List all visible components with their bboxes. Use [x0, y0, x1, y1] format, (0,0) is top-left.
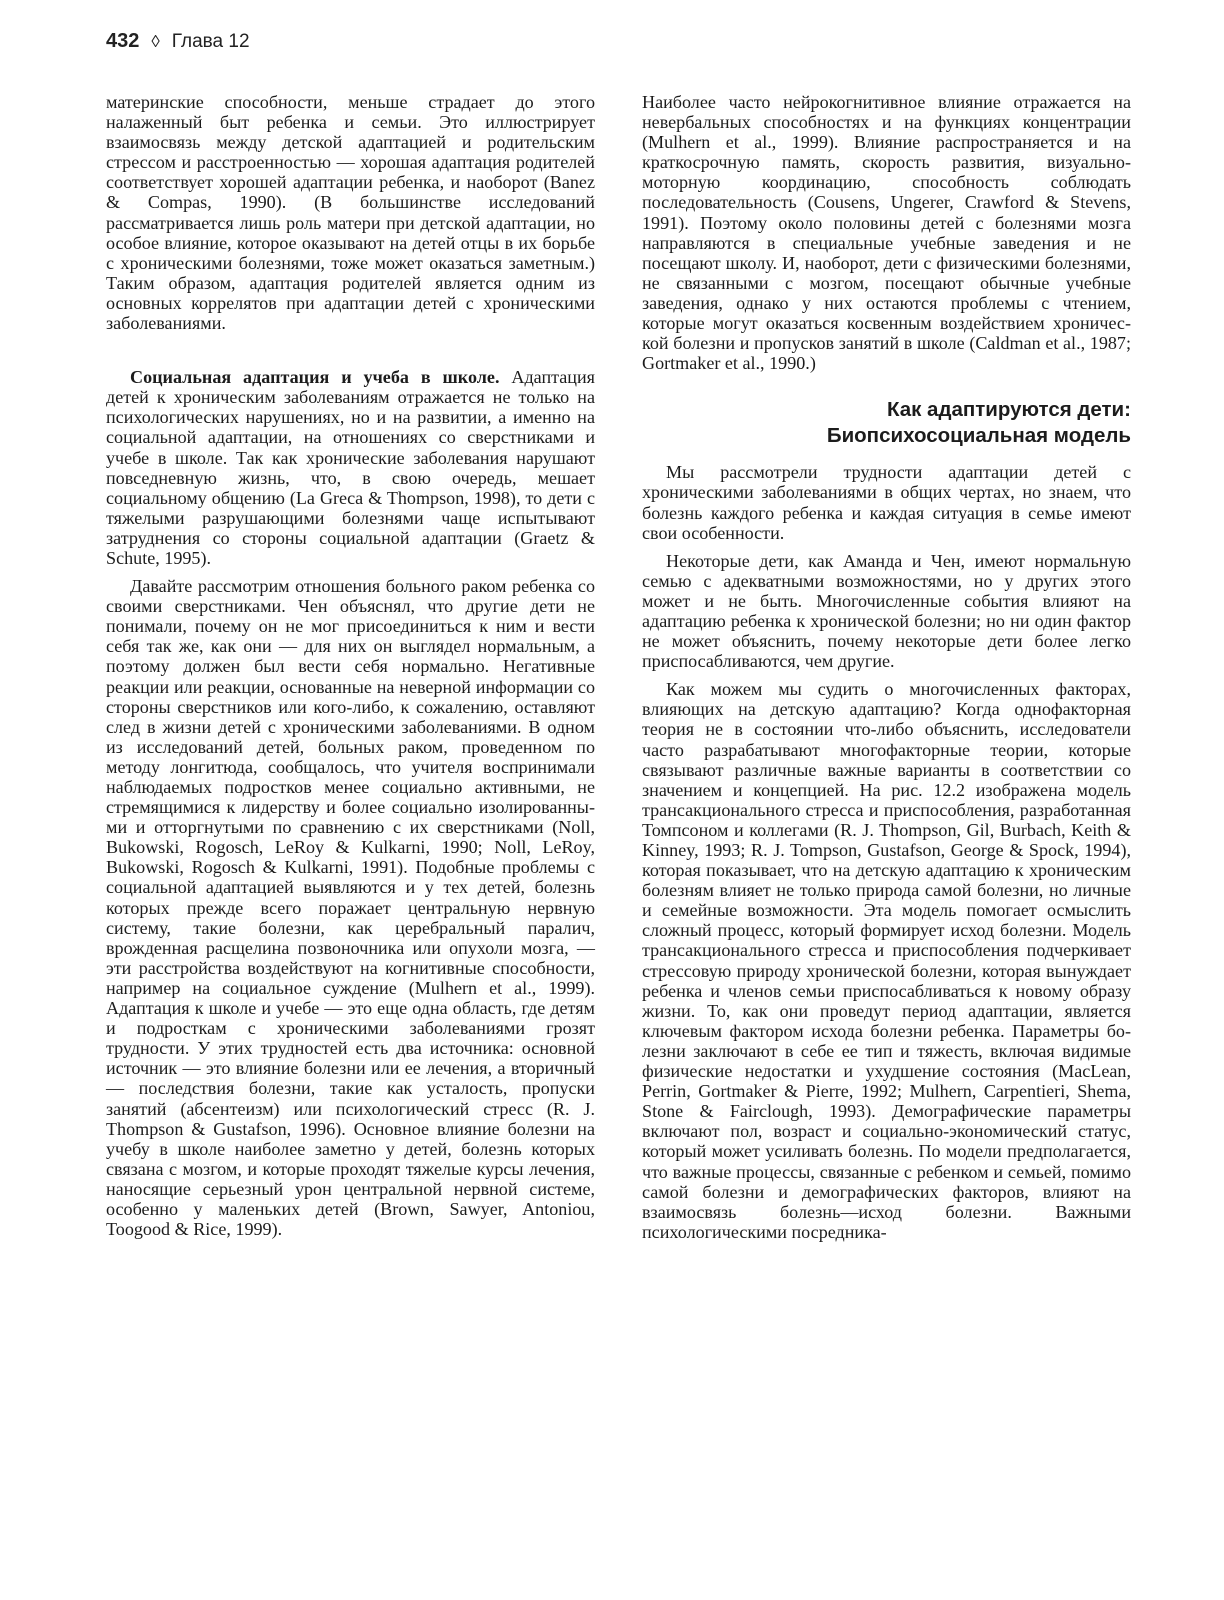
paragraph-text: Адаптация детей к хроническим заболеваниям отражается не только на психологических нарушениях, но и на развитии, а именно на социальной адаптации, на отношениях со сверстниками и учебе в школе. Так как хронические заболевания нарушают повседневную жизнь, что, в свою очередь, мешает социальному общению (La Greca & Thompson, 1998), то дети с тяжелыми разрушающими болезнями чаще испытывают затруднения со стороны социальной адаптации (Graetz & Schute, 1995). — [106, 367, 595, 568]
paragraph: Как можем мы судить о многочисленных факторах, влияющих на детскую адаптацию? Когда однофакторная теория не в состоянии что-либо объяснить, исследователи часто разрабатывают многофакторные теории, которые связывают различные важные варианты в соответствии со значением и концепцией. На рис. 12.2 изображена модель трансакционального стресса и приспособления, разработанная Томпсоном и коллегами (R. J. Thompson, Gil, Burbach, Keith & Kinney, 1993; R. J. Tompson, Gustafson, George & Spock, 1994), которая показывает, что на детскую адаптацию к хроническим болезням влияет не только природа самой болезни, но личные и семейные возможности. Эта модель помогает осмыслить сложный процесс, который формирует исход болезни. Модель трансакционального стресса и приспособления подчеркивает стрессовую природу хронической болезни, которая вынуждает ребенка и членов семьи приспосабливаться к новому образу жизни. То, как они проведут период адаптации, является ключевым фактором исхода болезни ребенка. Параметры болезни заключают в себе ее тип и тяжесть, включая видимые физические недостатки и ухудшение состояния (MacLean, Perrin, Gortmaker & Pierre, 1992; Mulhern, Carpentieri, Shema, Stone & Fairclough, 1993). Демографические параметры включают пол, возраст и социально-экономический статус, который может усиливать болезнь. По модели предполагается, что важные процессы, связанные с ребенком и семьей, помимо самой болезни и демографических факторов, влияют на взаимосвязь болезнь—исход болезни. Важными психологическими посредника- — [642, 679, 1131, 1242]
running-header — [106, 30, 250, 53]
section-heading-line: Как адаптируются дети: — [886, 398, 1131, 422]
chapter-title: Глава 12 — [171, 30, 250, 52]
runin-heading: Социальная адаптация и учеба в школе. — [130, 367, 500, 388]
paragraph-social-adaptation — [106, 367, 595, 568]
right-column — [642, 92, 1131, 1250]
paragraph: Наиболее часто нейрокогнитивное влияние отражается на невербальных способностях и на функциях концентрации (Mulhern et al., 1999). Влияние распространяется и на краткосрочную память, скорость развития, визуально-моторную координацию, способность соблюдать последовательность (Cousens, Ungerer, Crawford & Stevens, 1991). Поэтому около половины детей с болезнями мозга направляются в специальные учебные заведения и не посещают школу. И, наоборот, дети с физическими болезнями, не связанными с мозгом, посещают обычные учебные заведения, однако у них остаются проблемы с чтением, которые могут оказаться косвенным воздействием хронической болезни и пропусков занятий в школе (Caldman et al., 1987; Gortmaker et al., 1990.) — [642, 92, 1131, 374]
diamond-separator-icon: ◊ — [151, 31, 160, 51]
page-number: 432 — [106, 30, 140, 52]
section-heading-line: Биопсихосоциальная модель — [826, 424, 1131, 448]
paragraph: Некоторые дети, как Аманда и Чен, имеют нормальную семью с адекватными возможностями, но у других этого может и не быть. Многочисленные события влияют на адаптацию ребенка к хронической болезни; но ни один фактор не может объяснить, почему некоторые дети более легко приспосабливaются, чем другие. — [642, 550, 1131, 672]
section-heading — [642, 397, 1131, 449]
paragraph: Давайте рассмотрим отношения больного раком ребенка со своими сверстниками. Чен объяснял, что другие дети не понимали, почему он не мог присоединиться к ним и вести себя так же, как они — для них он выглядел нормальным, а поэтому должен был вести себя нормально. Негативные реакции или реакции, основанные на неверной информации со стороны сверстников или кого-либо, к сожалению, оставляют след в жизни детей с хроническими заболеваниями. В одном из исследований детей, больных раком, проведенном по методу лонгитюда, сообщалось, что учителя воспринимали наблюдаемых подростков менее социально активными, не стремящимися к лидерству и более социально изолированными и отторгнутыми по сравнению с их сверстниками (Noll, Bukowski, Rogosch, LeRoy & Kulkarni, 1990; Noll, LeRoy, Bukowski, Rogosch & Kulkarni, 1991). Подобные проблемы с социальной адаптацией выявляются и у тех детей, болезнь которых прежде всего поражает центральную нервную систему, такие болезни, как церебральный паралич, врожденная расщелина позвоночника или опухоли мозга, — эти расстройства воздействуют на когнитивные способности, например на социальное суждение (Mulhern et al., 1999). Адаптация к школе и учебе — это еще одна область, где детям и подросткам с хроническими заболеваниями грозят трудности. У этих трудностей есть два источника: основной источник — это влияние болезни или ее лечения, а вторичный — последствия болезни, такие как усталость, пропуски занятий (абсентеизм) или психологический стресс (R. J. Thompson & Gustafson, 1996). Основное влияние болезни на учебу в школе наиболее заметно у детей, болезнь которых связана с мозгом, и которые проходят тяжелые курсы лечения, наносящие серьезный урон центральной нервной системе, особенно у маленьких детей (Brown, Sawyer, Antoniou, Toogood & Rice, 1999). — [106, 576, 595, 1240]
paragraph: материнские способности, меньше страдает до этого налаженный быт ребенка и семьи. Это иллюстрирует взаимосвязь между детской адаптацией и родительским стрессом и расстроенностью — хорошая адаптация родителей соответствует хорошей адаптации ребенка, и наоборот (Banez & Compas, 1990). (В большинстве исследований рассматривается лишь роль матери при детской адаптации, но особое влияние, которое оказывают на детей отцы в их борьбе с хроническими болезнями, тоже может оказаться заметным.) Таким образом, адаптация родителей является одним из основных коррелятов при адаптации детей с хроническими заболеваниями. — [106, 92, 595, 334]
paragraph: Мы рассмотрели трудности адаптации детей с хроническими заболеваниями в общих чертах, но знаем, что болезнь каждого ребенка и каждая ситуация в семье имеют свои особенности. — [642, 462, 1131, 543]
left-column — [106, 92, 595, 1247]
